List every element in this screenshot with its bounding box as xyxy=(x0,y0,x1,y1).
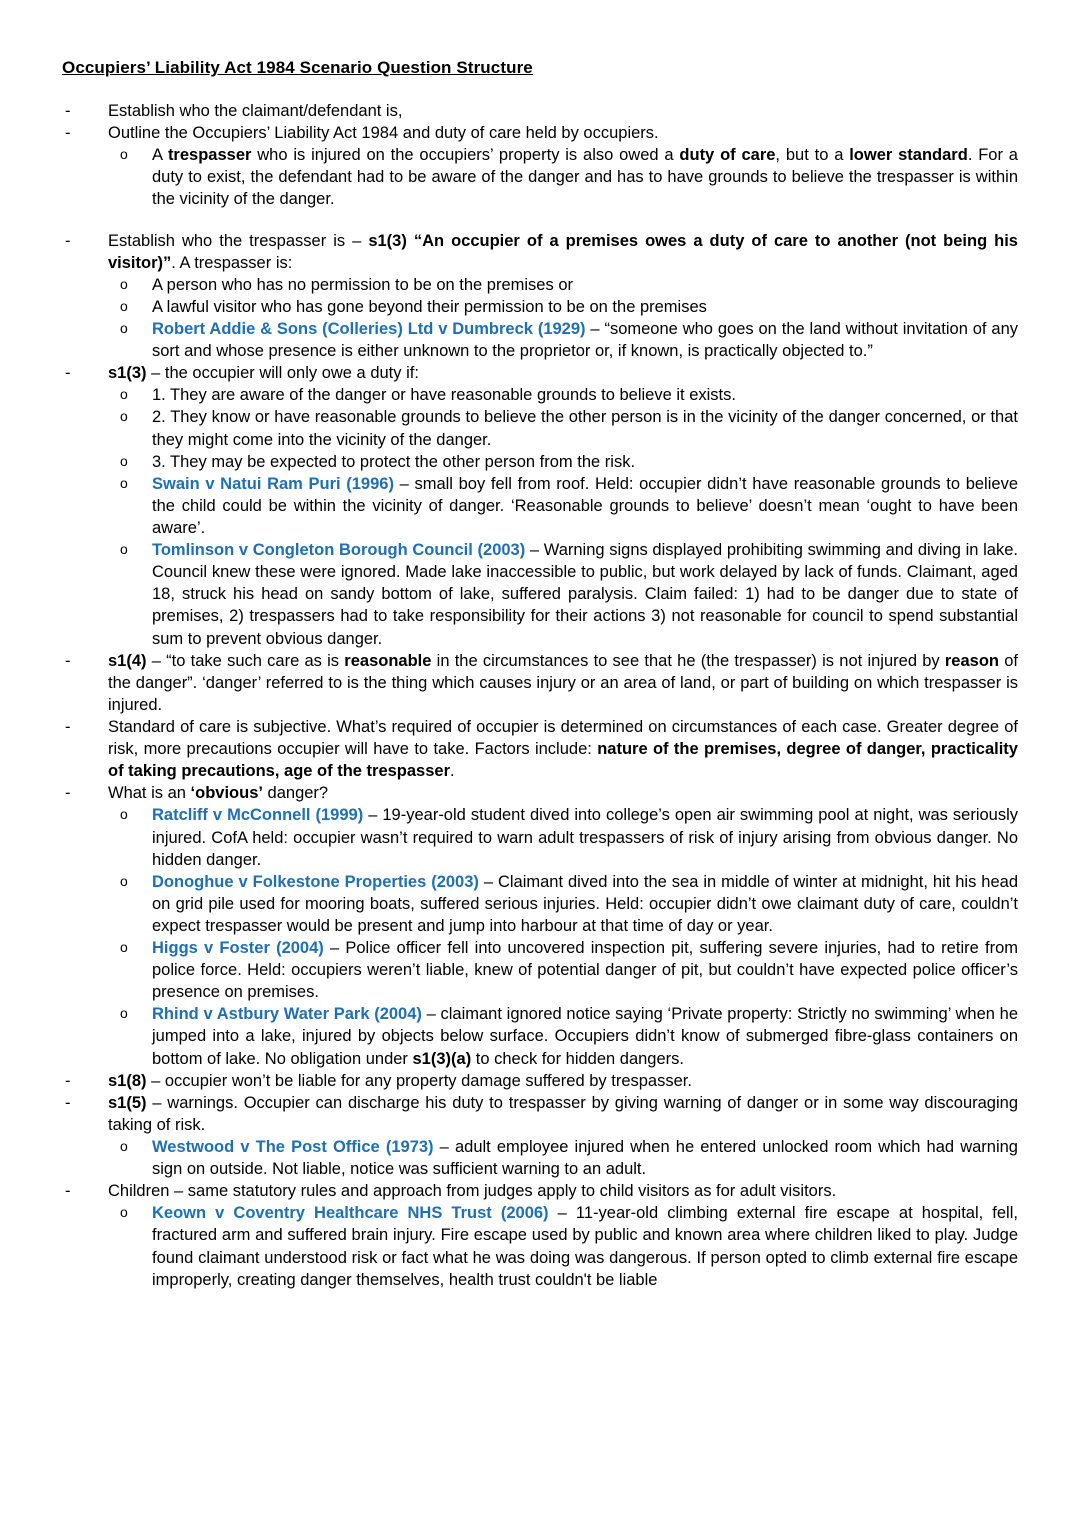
outline-subitem-text: Donoghue v Folkestone Properties (2003) – Claimant dived into the sea in middle of winter at midnight, hit his head on grid pile used for mooring boats, suffered serious injuries. Held: occupier didn’t owe claimant duty of care, couldn’t expect trespasser would be present and jump into harbour at that time of day or year. xyxy=(152,872,1018,935)
outline-sublist xyxy=(108,384,1018,649)
bullet-circle: o xyxy=(120,474,128,491)
outline-subitem-text: Higgs v Foster (2004) – Police officer fell into uncovered inspection pit, suffering severe injuries, had to retire from police force. Held: occupiers weren’t liable, knew of potential danger of pit, but couldn’t have expected police officer’s presence on premises. xyxy=(152,939,1018,1002)
bullet-circle: o xyxy=(120,408,128,425)
paragraph-spacer xyxy=(62,211,1018,230)
outline-item-text: What is an ‘obvious’ danger? xyxy=(108,784,329,803)
outline-item-text: Children – same statutory rules and approach from judges apply to child visitors as for adult visitors. xyxy=(108,1182,837,1201)
outline-item-text: s1(4) – “to take such care as is reasonable in the circumstances to see that he (the trespasser) is not injured by reason of the danger”. ‘danger’ referred to is the thing which causes injury or an area of land, or part of building on which trespasser is injured. xyxy=(108,651,1018,714)
outline-subitem xyxy=(108,1202,1018,1290)
outline-item-text: s1(3) – the occupier will only owe a duty if: xyxy=(108,364,419,383)
bullet-circle: o xyxy=(120,275,128,292)
outline-subitem xyxy=(108,1136,1018,1180)
bullet-circle: o xyxy=(120,297,128,314)
outline-subitem-text: Tomlinson v Congleton Borough Council (2003) – Warning signs displayed prohibiting swimming and diving in lake. Council knew these were ignored. Made lake inaccessible to public, but work delayed by lack of funds. Claimant, aged 18, struck his head on sandy bottom of lake, suffered paralysis. Claim failed: 1) had to be danger due to state of premises, 2) trespassers had to take responsibility for their actions 3) not reasonable for council to spend substantial sum to prevent obvious danger. xyxy=(152,541,1018,648)
outline-item xyxy=(62,230,1018,363)
outline-item xyxy=(62,362,1018,649)
bullet-dash: - xyxy=(65,364,71,383)
outline-item xyxy=(62,1180,1018,1291)
bullet-dash: - xyxy=(65,1093,71,1112)
bullet-circle: o xyxy=(120,939,128,956)
outline-subitem xyxy=(108,937,1018,1003)
outline-subitem xyxy=(108,804,1018,870)
outline-item-text: s1(8) – occupier won’t be liable for any property damage suffered by trespasser. xyxy=(108,1071,692,1090)
outline-sublist xyxy=(108,144,1018,210)
outline-subitem-text: Robert Addie & Sons (Colleries) Ltd v Dumbreck (1929) – “someone who goes on the land without invitation of any sort and whose presence is either unknown to the proprietor or, if known, is practically objected to.” xyxy=(152,319,1018,361)
outline-subitem-text: 1. They are aware of the danger or have reasonable grounds to believe it exists. xyxy=(152,386,736,405)
outline-subitem xyxy=(108,384,1018,406)
outline-item xyxy=(62,122,1018,210)
bullet-circle: o xyxy=(120,1138,128,1155)
outline-sublist xyxy=(108,274,1018,362)
outline-subitem xyxy=(108,144,1018,210)
outline-subitem xyxy=(108,539,1018,650)
outline-subitem-text: A person who has no permission to be on the premises or xyxy=(152,275,573,294)
bullet-circle: o xyxy=(120,146,128,163)
outline-subitem xyxy=(108,296,1018,318)
outline-subitem-text: 3. They may be expected to protect the other person from the risk. xyxy=(152,452,636,471)
bullet-dash: - xyxy=(65,1182,71,1201)
bullet-circle: o xyxy=(120,806,128,823)
bullet-circle: o xyxy=(120,872,128,889)
bullet-dash: - xyxy=(65,102,71,120)
outline-subitem-text: Keown v Coventry Healthcare NHS Trust (2006) – 11-year-old climbing external fire escape at hospital, fell, fractured arm and suffered brain injury. Fire escape used by public and known area where children liked to play. Judge found claimant understood risk or fact what he was doing was dangerous. If person opted to climb external fire escape improperly, creating danger themselves, health trust couldn't be liable xyxy=(152,1204,1018,1289)
bullet-dash: - xyxy=(65,231,71,250)
outline-item-text: Outline the Occupiers’ Liability Act 1984 and duty of care held by occupiers. xyxy=(108,124,659,143)
outline-subitem xyxy=(108,318,1018,362)
bullet-circle: o xyxy=(120,386,128,403)
outline-subitem xyxy=(108,406,1018,450)
outline-item xyxy=(62,716,1018,782)
outline-subitem-text: 2. They know or have reasonable grounds to believe the other person is in the vicinity of the danger concerned, or that they might come into the vicinity of the danger. xyxy=(152,408,1018,449)
bullet-dash: - xyxy=(65,717,71,736)
outline-subitem-text: Swain v Natui Ram Puri (1996) – small boy fell from roof. Held: occupier didn’t have reasonable grounds to believe the child could be within the vicinity of danger. ‘Reasonable grounds to believe’ doesn’t mean ‘ought to have been aware’. xyxy=(152,474,1018,537)
bullet-circle: o xyxy=(120,452,128,469)
outline-subitem xyxy=(108,1003,1018,1069)
outline-subitem-text: Rhind v Astbury Water Park (2004) – claimant ignored notice saying ‘Private property: Strictly no swimming’ when he jumped into a lake, injured by objects below surface. Occupiers didn’t know of submerged fibre-glass containers on bottom of lake. No obligation under s1(3)(a) to check for hidden dangers. xyxy=(152,1005,1018,1068)
bullet-dash: - xyxy=(65,651,71,670)
outline-item-text: Standard of care is subjective. What’s required of occupier is determined on circumstances of each case. Greater degree of risk, more precautions occupier will have to take. Factors include: nature of the premises, degree of danger, practicality of taking precautions, age of the trespasser. xyxy=(108,717,1018,781)
bullet-dash: - xyxy=(65,784,71,803)
outline-subitem xyxy=(108,274,1018,296)
outline-sublist xyxy=(108,804,1018,1069)
bullet-dash: - xyxy=(65,1071,71,1090)
outline-subitem-text: Ratcliff v McConnell (1999) – 19-year-old student dived into college’s open air swimming pool at night, was seriously injured. CofA held: occupier wasn’t required to warn adult trespassers of risk of injury arising from obvious danger. No hidden danger. xyxy=(152,806,1018,869)
outline-subitem xyxy=(108,473,1018,539)
outline-item xyxy=(62,1070,1018,1092)
bullet-circle: o xyxy=(120,1005,128,1022)
outline-item xyxy=(62,650,1018,716)
outline-sublist xyxy=(108,1136,1018,1180)
bullet-circle: o xyxy=(120,541,128,558)
outline-item-text: Establish who the claimant/defendant is, xyxy=(108,102,403,120)
bullet-dash: - xyxy=(65,124,71,143)
page-title: Occupiers’ Liability Act 1984 Scenario Question Structure xyxy=(62,58,533,77)
outline-item xyxy=(62,782,1018,1069)
outline-item xyxy=(62,100,1018,122)
outline-subitem-text: A trespasser who is injured on the occupiers’ property is also owed a duty of care, but to a lower standard. For a duty to exist, the defendant had to be aware of the danger and has to have grounds to believe the trespasser is within the vicinity of the danger. xyxy=(152,146,1018,209)
bullet-circle: o xyxy=(120,1204,128,1221)
outline-item-text: s1(5) – warnings. Occupier can discharge his duty to trespasser by giving warning of danger or in some way discouraging taking of risk. xyxy=(108,1093,1018,1134)
outline-sublist xyxy=(108,1202,1018,1290)
outline-item-text: Establish who the trespasser is – s1(3) “An occupier of a premises owes a duty of care to another (not being his visitor)”. A trespasser is: xyxy=(108,231,1018,272)
outline-subitem xyxy=(108,871,1018,937)
outline-subitem-text: Westwood v The Post Office (1973) – adult employee injured when he entered unlocked room which had warning sign on outside. Not liable, notice was sufficient warning to an adult. xyxy=(152,1138,1018,1179)
bullet-circle: o xyxy=(120,319,128,336)
outline-subitem-text: A lawful visitor who has gone beyond their permission to be on the premises xyxy=(152,297,707,316)
outline-list xyxy=(62,100,1018,1291)
outline-item xyxy=(62,1092,1018,1180)
outline-subitem xyxy=(108,451,1018,473)
